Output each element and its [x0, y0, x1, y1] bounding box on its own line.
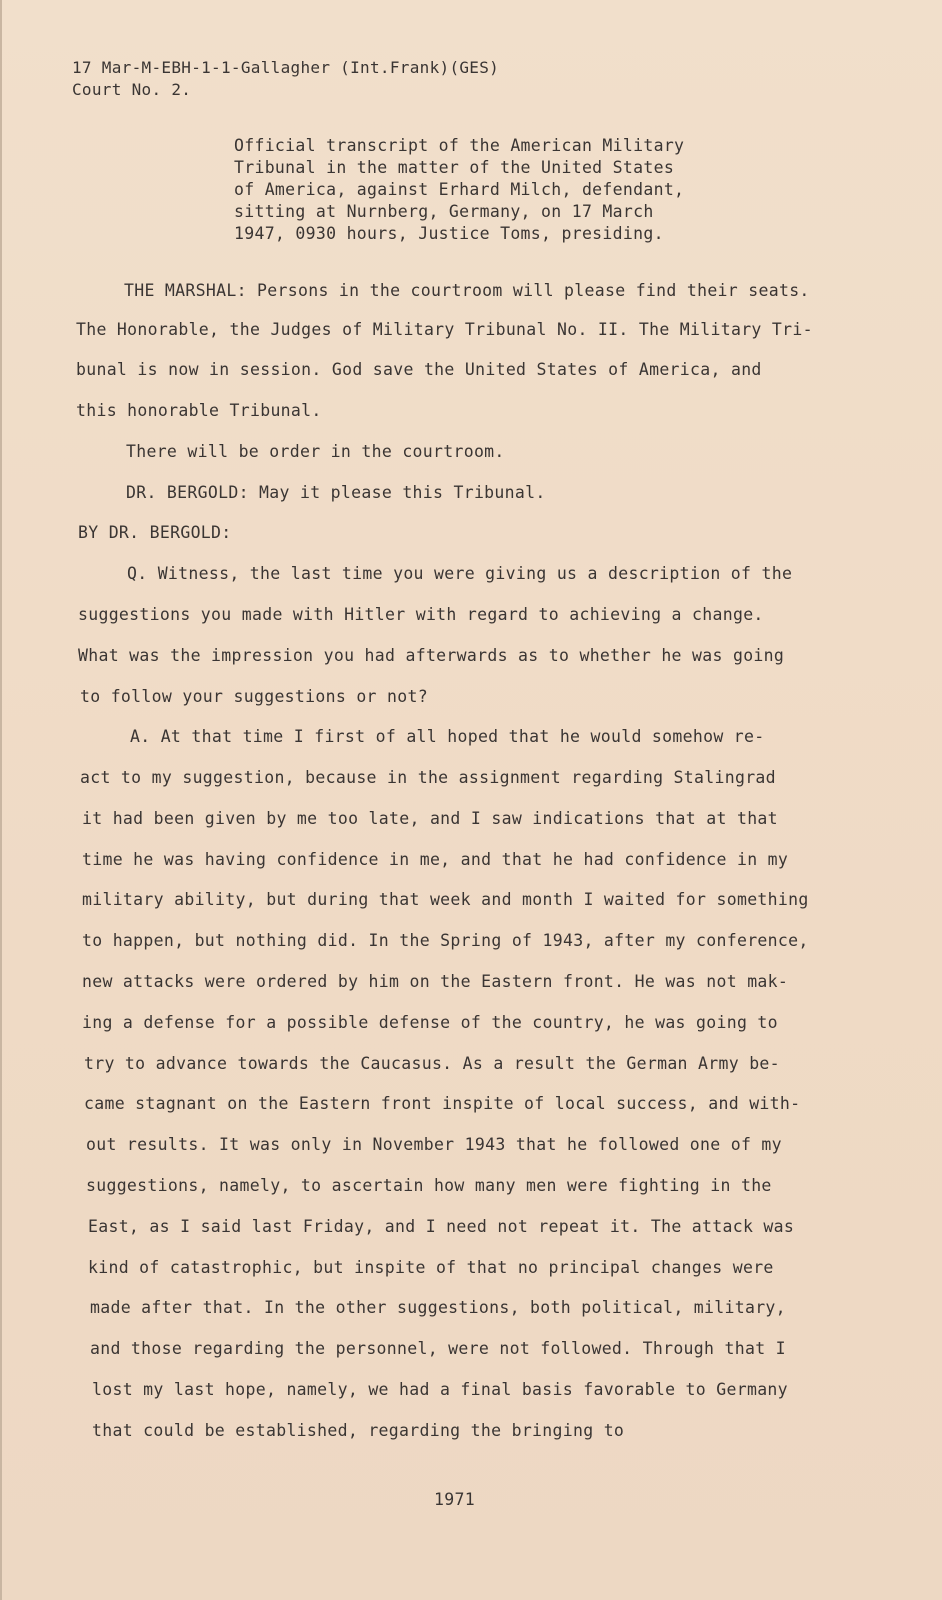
body-line: try to advance towards the Caucasus. As a result the German Army be- [84, 1054, 780, 1073]
body-line: East, as I said last Friday, and I need not repeat it. The attack was [88, 1217, 795, 1236]
body-line: military ability, but during that week and month I waited for something [82, 890, 809, 909]
caption-line: Official transcript of the American Military [234, 136, 685, 155]
caption-line: sitting at Nurnberg, Germany, on 17 March [234, 202, 654, 221]
body-line: made after that. In the other suggestions, both political, military, [90, 1298, 786, 1317]
body-line: A. At that time I first of all hoped that he would somehow re- [130, 727, 765, 746]
header-court-line: Court No. 2. [72, 80, 192, 99]
body-line: new attacks were ordered by him on the Eastern front. He was not mak- [82, 972, 789, 991]
body-line: BY DR. BERGOLD: [78, 523, 232, 542]
body-line: ing a defense for a possible defense of the country, he was going to [82, 1013, 778, 1032]
body-line: to follow your suggestions or not? [80, 687, 428, 706]
body-line: out results. It was only in November 1943 that he followed one of my [86, 1135, 782, 1154]
body-line: suggestions you made with Hitler with regard to achieving a change. [78, 605, 764, 624]
caption-line: of America, against Erhard Milch, defendant, [234, 180, 685, 199]
body-line: act to my suggestion, because in the assignment regarding Stalingrad [80, 768, 776, 787]
body-line: THE MARSHAL: Persons in the courtroom will please find their seats. [124, 281, 810, 300]
body-line: time he was having confidence in me, and that he had confidence in my [82, 850, 789, 869]
body-line: There will be order in the courtroom. [126, 442, 505, 461]
body-line: Q. Witness, the last time you were giving us a description of the [127, 564, 793, 583]
body-line: this honorable Tribunal. [76, 401, 322, 420]
body-line: it had been given by me too late, and I saw indications that at that [82, 809, 778, 828]
body-line: The Honorable, the Judges of Military Tribunal No. II. The Military Tri- [76, 320, 813, 339]
body-line: came stagnant on the Eastern front inspite of local success, and with- [84, 1094, 801, 1113]
body-line: to happen, but nothing did. In the Spring of 1943, after my conference, [82, 931, 809, 950]
header-docket-line: 17 Mar-M-EBH-1-1-Gallagher (Int.Frank)(GES) [72, 58, 500, 77]
body-line: What was the impression you had afterwards as to whether he was going [78, 646, 785, 665]
page-number: 1971 [434, 1490, 475, 1509]
body-line: DR. BERGOLD: May it please this Tribunal. [126, 483, 546, 502]
body-line: bunal is now in session. God save the United States of America, and [76, 360, 762, 379]
body-line: kind of catastrophic, but inspite of that no principal changes were [88, 1258, 774, 1277]
body-line: suggestions, namely, to ascertain how many men were fighting in the [86, 1176, 772, 1195]
body-line: that could be established, regarding the bringing to [92, 1421, 625, 1440]
body-line: lost my last hope, namely, we had a final basis favorable to Germany [92, 1380, 788, 1399]
caption-line: Tribunal in the matter of the United States [234, 158, 675, 177]
caption-line: 1947, 0930 hours, Justice Toms, presiding. [234, 224, 664, 243]
body-line: and those regarding the personnel, were not followed. Through that I [90, 1339, 786, 1358]
